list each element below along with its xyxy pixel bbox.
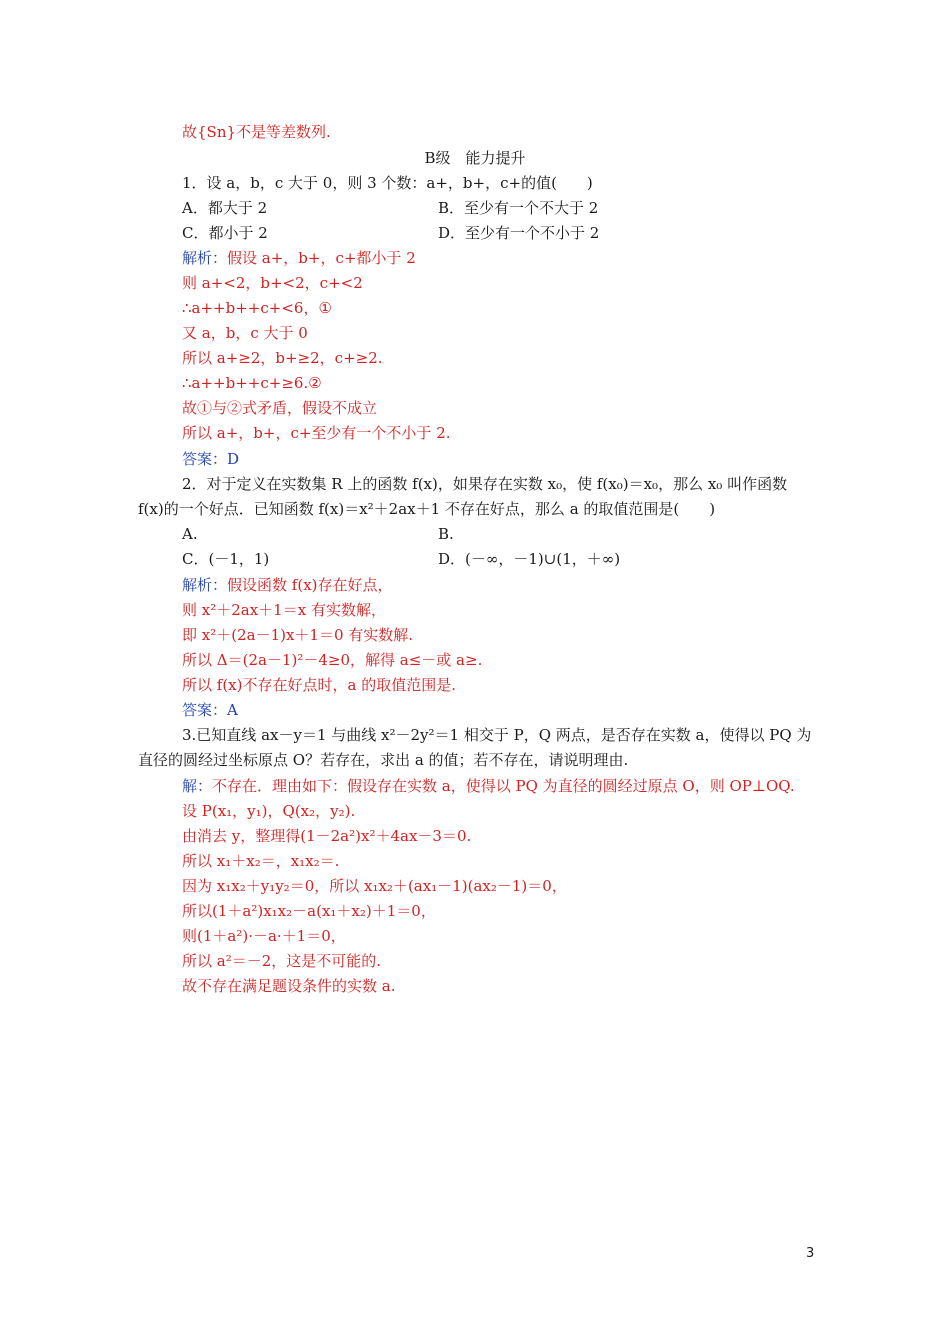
q1-option-b: B．至少有一个不大于 2 bbox=[438, 199, 599, 217]
q1-step: 故①与②式矛盾，假设不成立 bbox=[182, 399, 378, 417]
q1-step: 又 a，b，c 大于 0 bbox=[182, 324, 308, 342]
q2-option-c: C．(－1，1) bbox=[182, 550, 270, 568]
q3-stem-line2: 直径的圆经过坐标原点 O？若存在，求出 a 的值；若不存在，请说明理由. bbox=[138, 751, 629, 769]
q1-option-d: D．至少有一个不小于 2 bbox=[438, 224, 600, 242]
analysis-label: 解析： bbox=[182, 249, 228, 267]
q3-step: 所以 x₁＋x₂＝，x₁x₂＝. bbox=[182, 852, 340, 870]
q2-step: 即 x²＋(2a－1)x＋1＝0 有实数解. bbox=[182, 626, 414, 644]
q2-option-b: B. bbox=[438, 525, 454, 543]
prev-conclusion: 故{Sn}不是等差数列. bbox=[182, 123, 331, 141]
q2-stem-line2: f(x)的一个好点．已知函数 f(x)＝x²＋2ax＋1 不存在好点，那么 a 的取值范围是( ) bbox=[138, 500, 716, 518]
analysis-label: 解析： bbox=[182, 576, 228, 594]
q1-step: 所以 a+≥2，b+≥2，c+≥2. bbox=[182, 349, 383, 367]
q3-step: 故不存在满足题设条件的实数 a. bbox=[182, 977, 396, 995]
q1-stem: 1．设 a，b，c 大于 0，则 3 个数：a+，b+，c+的值( ) bbox=[182, 174, 593, 192]
q1-option-c: C．都小于 2 bbox=[182, 224, 268, 242]
analysis-text: 假设函数 f(x)存在好点， bbox=[227, 576, 393, 594]
q1-step: 所以 a+，b+，c+至少有一个不小于 2. bbox=[182, 424, 451, 442]
q1-step: 则 a+<2，b+<2，c+<2 bbox=[182, 274, 363, 292]
q3-step: 因为 x₁x₂＋y₁y₂＝0，所以 x₁x₂＋(ax₁－1)(ax₂－1)＝0， bbox=[182, 877, 567, 895]
q3-step: 设 P(x₁，y₁)，Q(x₂，y₂). bbox=[182, 802, 356, 820]
q2-answer: 答案：A bbox=[182, 701, 238, 719]
q2-option-a: A. bbox=[182, 525, 198, 543]
q2-analysis-line bbox=[182, 575, 393, 595]
q3-solution-line bbox=[182, 776, 795, 796]
q1-analysis-line bbox=[182, 248, 416, 268]
q3-step: 则(1＋a²)·－a·＋1＝0， bbox=[182, 927, 346, 945]
q3-stem-line1: 3.已知直线 ax－y＝1 与曲线 x²－2y²＝1 相交于 P，Q 两点，是否存在实数 a，使得以 PQ 为 bbox=[182, 726, 812, 744]
q1-answer: 答案：D bbox=[182, 450, 240, 468]
q1-step: ∴a++b++c+<6，① bbox=[182, 299, 332, 317]
q2-stem-line1: 2．对于定义在实数集 R 上的函数 f(x)，如果存在实数 x₀，使 f(x₀)＝x₀，那么 x₀ 叫作函数 bbox=[182, 475, 788, 493]
page-number: 3 bbox=[806, 1246, 815, 1261]
q2-step: 所以 Δ＝(2a－1)²－4≥0，解得 a≤－或 a≥. bbox=[182, 651, 483, 669]
q1-step: ∴a++b++c+≥6.② bbox=[182, 374, 322, 392]
q3-step: 所以(1＋a²)x₁x₂－a(x₁＋x₂)＋1＝0， bbox=[182, 902, 436, 920]
solution-label: 解： bbox=[182, 777, 213, 795]
solution-text: 不存在．理由如下：假设存在实数 a，使得以 PQ 为直径的圆经过原点 O，则 OP⊥OQ. bbox=[212, 777, 795, 795]
q2-step: 所以 f(x)不存在好点时，a 的取值范围是. bbox=[182, 676, 456, 694]
q1-option-a: A．都大于 2 bbox=[182, 199, 268, 217]
q2-step: 则 x²＋2ax＋1＝x 有实数解， bbox=[182, 601, 386, 619]
q3-step: 由消去 y，整理得(1－2a²)x²＋4ax－3＝0. bbox=[182, 827, 472, 845]
q2-option-d: D．(－∞，－1)∪(1，＋∞) bbox=[438, 550, 621, 568]
q3-step: 所以 a²＝－2，这是不可能的. bbox=[182, 952, 382, 970]
section-heading: B级 能力提升 bbox=[424, 149, 526, 167]
analysis-text: 假设 a+，b+，c+都小于 2 bbox=[227, 249, 416, 267]
